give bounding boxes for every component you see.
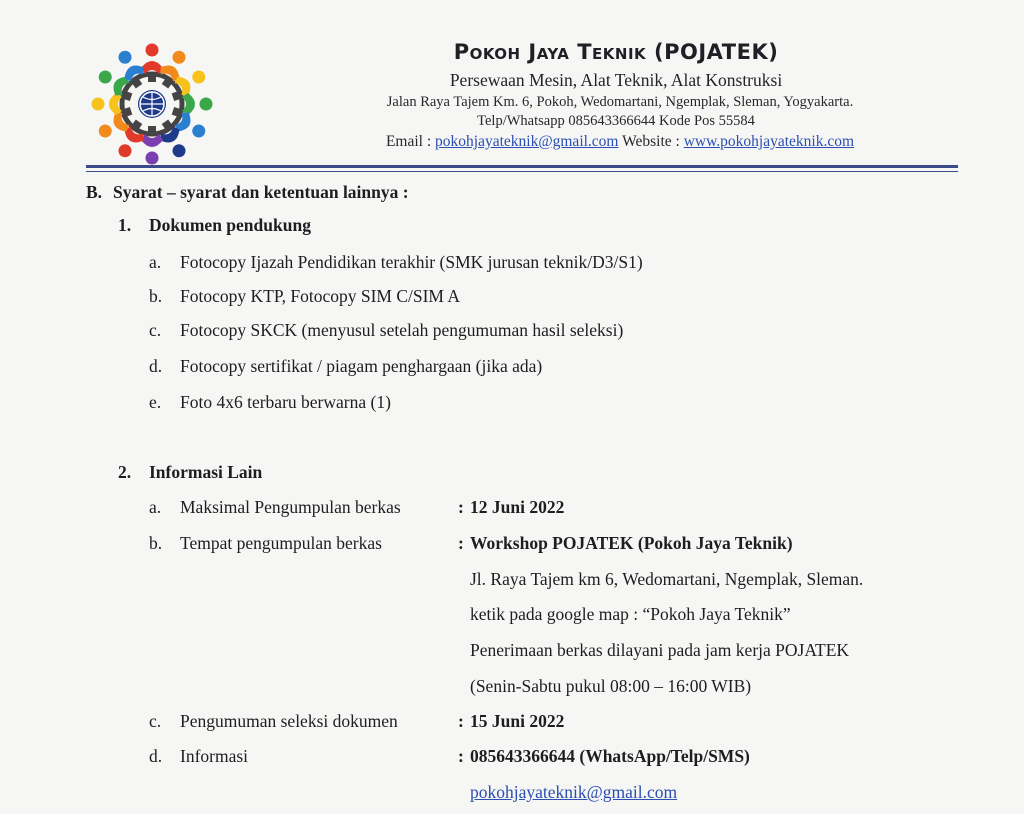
info-item-letter: d. [149,746,163,766]
info-item-label: Informasi [180,746,249,766]
list-item: Foto 4x6 terbaru berwarna (1) [180,392,391,412]
company-contact [290,133,950,151]
info-item-detail: (Senin-Sabtu pukul 08:00 – 16:00 WIB) [470,676,752,696]
header-rule-thick [86,165,958,168]
info-item-letter: c. [149,711,162,731]
info-item-letter: a. [149,497,162,517]
list-item-letter: a. [149,252,162,272]
website-link[interactable]: www.pokohjayateknik.com [683,133,855,150]
info-item-colon: : [458,497,464,517]
documents-title: Dokumen pendukung [149,215,311,235]
info-item-detail: ketik pada google map : “Pokoh Jaya Teknik” [470,604,791,624]
website-label: Website : [618,133,684,150]
info-item-colon: : [458,711,464,731]
gear-people-logo-icon [86,38,218,170]
section-title: Syarat – syarat dan ketentuan lainnya : [113,182,409,202]
list-item: Fotocopy sertifikat / piagam penghargaan (jika ada) [180,356,543,376]
list-item-letter: b. [149,286,163,306]
info-title: Informasi Lain [149,462,263,482]
list-item-letter: c. [149,320,162,340]
info-item-letter: b. [149,533,163,553]
email-label: Email : [385,133,436,150]
list-item-letter: d. [149,356,163,376]
section-marker: B. [86,182,103,202]
company-name: Pokoh Jaya Teknik (POJATEK) [453,40,779,64]
company-address: Jalan Raya Tajem Km. 6, Pokoh, Wedomartani, Ngemplak, Sleman, Yogyakarta. [386,94,854,110]
email-link[interactable]: pokohjayateknik@gmail.com [435,133,619,150]
info-item-label: Pengumuman seleksi dokumen [180,711,398,731]
documents-number: 1. [118,215,132,235]
company-subtitle: Persewaan Mesin, Alat Teknik, Alat Konstruksi [449,70,783,90]
header-rule-thin [86,171,958,172]
info-item-label: Tempat pengumpulan berkas [180,533,382,553]
info-item-value: 15 Juni 2022 [470,711,565,731]
info-email-link[interactable]: pokohjayateknik@gmail.com [470,782,678,802]
info-item-label: Maksimal Pengumpulan berkas [180,497,401,517]
info-item-value: 12 Juni 2022 [470,497,565,517]
list-item: Fotocopy Ijazah Pendidikan terakhir (SMK jurusan teknik/D3/S1) [180,252,643,272]
info-item-value: 085643366644 (WhatsApp/Telp/SMS) [470,746,750,766]
info-item-detail: Penerimaan berkas dilayani pada jam kerja POJATEK [470,640,850,660]
info-item-detail: Jl. Raya Tajem km 6, Wedomartani, Ngemplak, Sleman. [470,569,864,589]
info-item-colon: : [458,533,464,553]
list-item-letter: e. [149,392,162,412]
list-item: Fotocopy SKCK (menyusul setelah pengumuman hasil seleksi) [180,320,624,340]
list-item: Fotocopy KTP, Fotocopy SIM C/SIM A [180,286,461,306]
info-number: 2. [118,462,132,482]
info-item-value: Workshop POJATEK (Pokoh Jaya Teknik) [470,533,793,553]
info-item-colon: : [458,746,464,766]
company-phone: Telp/Whatsapp 085643366644 Kode Pos 55584 [477,113,755,129]
